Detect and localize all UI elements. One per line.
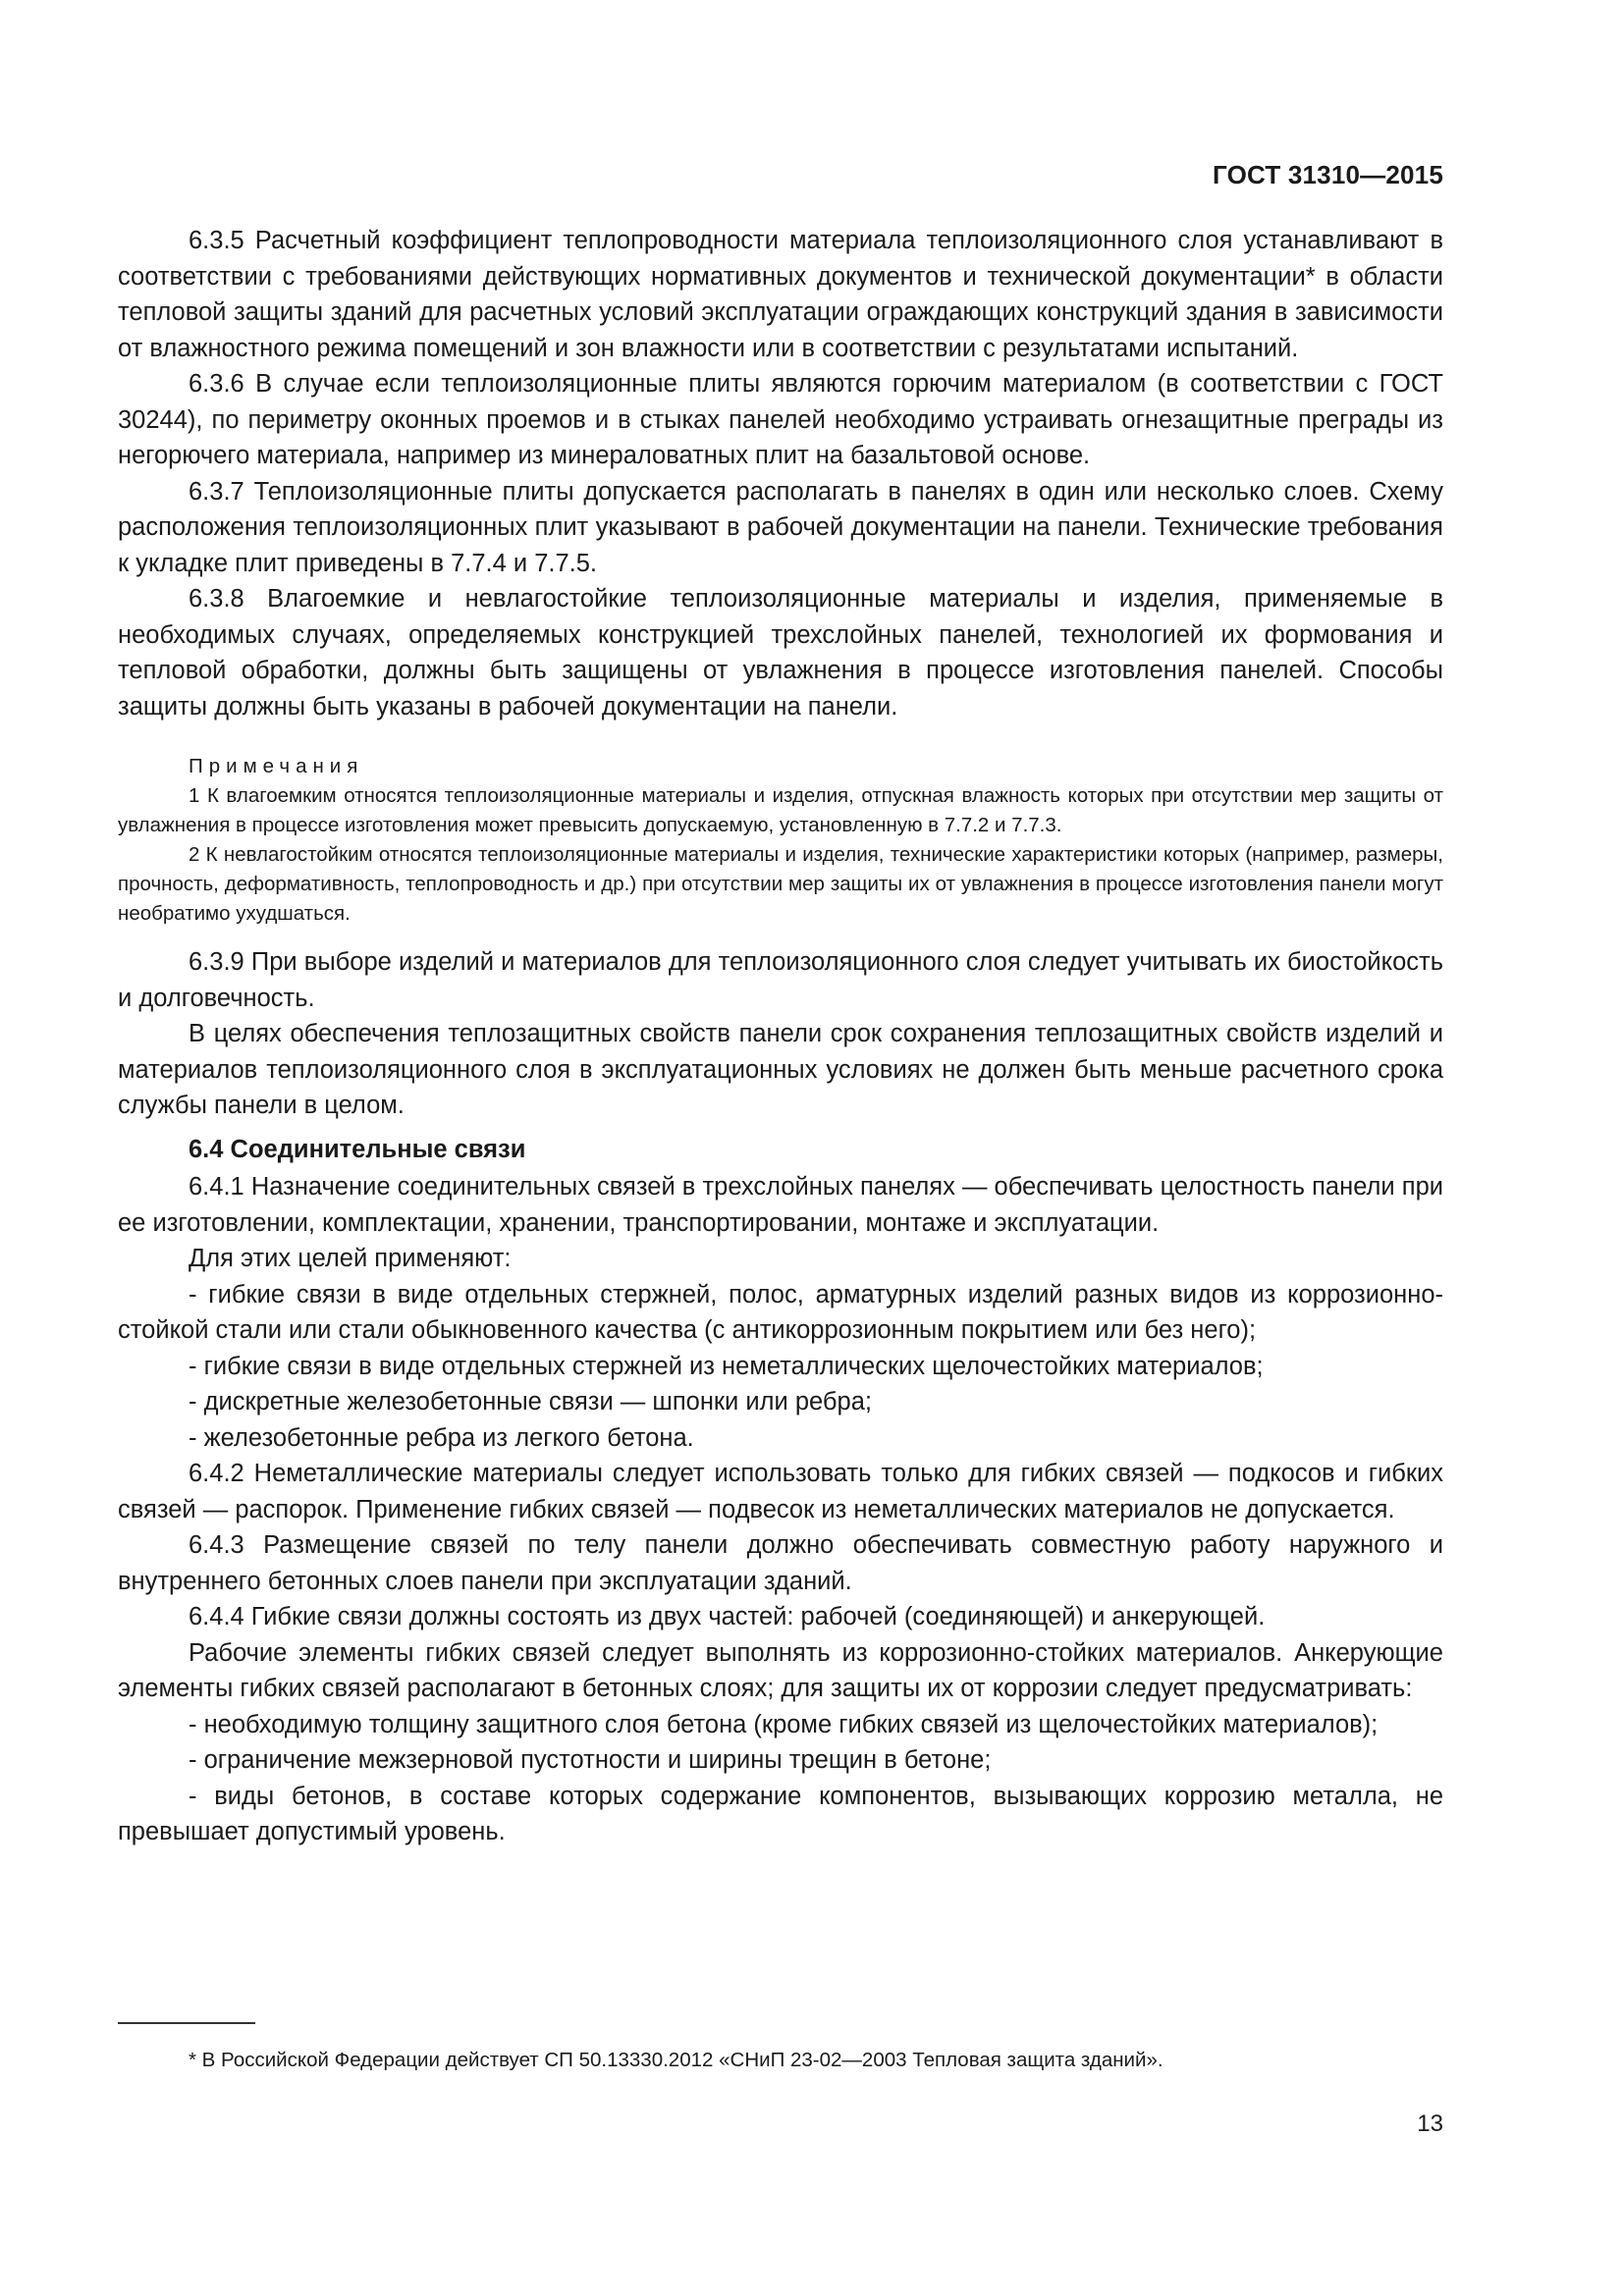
list-item-flexible-steel: - гибкие связи в виде отдельных стержней, полос, арматурных изделий разных видов из коррозионно-стойкой стали или стали обыкновенного качества (с антикоррозионным покрытием или без него); [118,1280,1443,1344]
paragraph-working-elements: Рабочие элементы гибких связей следует выполнять из коррозионно-стойких материалов. Анкерующие элементы гибких связей располагают в бетонных слоях; для защиты их от коррозии следует предусматривать: [118,1638,1443,1702]
footnote: * В Российской Федерации действует СП 50.13330.2012 «СНиП 23-02—2003 Тепловая защита зданий». [189,2049,1163,2071]
paragraph-purposes-intro: Для этих целей применяют: [189,1245,512,1272]
page-body [118,223,1443,1850]
list-item-cover-thickness: - необходимую толщину защитного слоя бетона (кроме гибких связей из щелочестойких материалов); [189,1710,1379,1738]
paragraph-6-4-3: 6.4.3 Размещение связей по телу панели должно обеспечивать совместную работу наружного и внутреннего бетонных слоев панели при эксплуатации зданий. [118,1531,1443,1595]
notes-block [118,752,1443,929]
paragraph-6-3-9: 6.3.9 При выборе изделий и материалов для теплоизоляционного слоя следует учитывать их биостойкость и долговечность. [118,948,1443,1012]
list-item-concrete-types: - виды бетонов, в составе которых содержание компонентов, вызывающих коррозию металла, не превышает допустимый уровень. [118,1782,1443,1845]
paragraph-6-3-8: 6.3.8 Влагоемкие и невлагостойкие теплоизоляционные материалы и изделия, применяемые в необходимых случаях, определяемых конструкцией трехслойных панелей, технологией их формования и тепловой обработки, должны быть защищены от увлажнения в процессе изготовления панелей. Способы защиты должны быть указаны в рабочей документации на панели. [118,585,1443,721]
paragraph-6-3-6: 6.3.6 В случае если теплоизоляционные плиты являются горючим материалом (в соответствии с ГОСТ 30244), по периметру оконных проемов и в стыках панелей необходимо устраивать огнезащитные преграды из негорючего материала, например из минераловатных плит на базальтовой основе. [118,370,1443,469]
document-header-id: ГОСТ 31310—2015 [1213,160,1443,189]
paragraph-6-4-2: 6.4.2 Неметаллические материалы следует использовать только для гибких связей — подкосов и гибких связей — распорок. Применение гибких связей — подвесок из неметаллических материалов не допускается. [118,1460,1443,1523]
list-item-discrete-rc: - дискретные железобетонные связи — шпонки или ребра; [189,1388,872,1415]
paragraph-6-4-1: 6.4.1 Назначение соединительных связей в трехслойных панелях — обеспечивать целостность панели при ее изготовлении, комплектации, хранении, транспортировании, монтаже и эксплуатации. [118,1173,1443,1237]
list-item-porosity-cracks: - ограничение межзерновой пустотности и ширины трещин в бетоне; [189,1746,992,1774]
list-item-rc-ribs: - железобетонные ребра из легкого бетона. [189,1423,694,1452]
section-title-6-4: 6.4 Соединительные связи [189,1135,526,1163]
paragraph-6-4-4: 6.4.4 Гибкие связи должны состоять из двух частей: рабочей (соединяющей) и анкерующей. [189,1603,1266,1630]
paragraph-6-3-7: 6.3.7 Теплоизоляционные плиты допускается располагать в панелях в один или несколько слоев. Схему расположения теплоизоляционных плит указывают в рабочей документации на панели. Технические требования к укладке плит приведены в 7.7.4 и 7.7.5. [118,477,1443,577]
page-number: 13 [1417,2110,1443,2137]
list-item-flexible-nonmetal: - гибкие связи в виде отдельных стержней из неметаллических щелочестойких материалов; [189,1352,1264,1380]
paragraph-thermal-life: В целях обеспечения теплозащитных свойств панели срок сохранения теплозащитных свойств изделий и материалов теплоизоляционного слоя в эксплуатационных условиях не должен быть меньше расчетного срока службы панели в целом. [118,1020,1443,1119]
notes-title: Примечания [189,755,364,777]
footnote-separator [118,2022,255,2024]
note-2: 2 К невлагостойким относятся теплоизоляционные материалы и изделия, технические характеристики которых (например, размеры, прочность, деформативность, теплопроводность и др.) при отсутствии мер защиты их от увлажнения в процессе изготовления панели могут необратимо ухудшаться. [118,843,1443,925]
note-1: 1 К влагоемким относятся теплоизоляционные материалы и изделия, отпускная влажность которых при отсутствии мер защиты от увлажнения в процессе изготовления может превысить допускаемую, установленную в 7.7.2 и 7.7.3. [118,784,1443,836]
paragraph-6-3-5: 6.3.5 Расчетный коэффициент теплопроводности материала теплоизоляционного слоя устанавливают в соответствии с требованиями действующих нормативных документов и технической документации* в области тепловой защиты зданий для расчетных условий эксплуатации ограждающих конструкций здания в зависимости от влажностного режима помещений и зон влажности или в соответствии с результатами испытаний. [118,227,1443,362]
